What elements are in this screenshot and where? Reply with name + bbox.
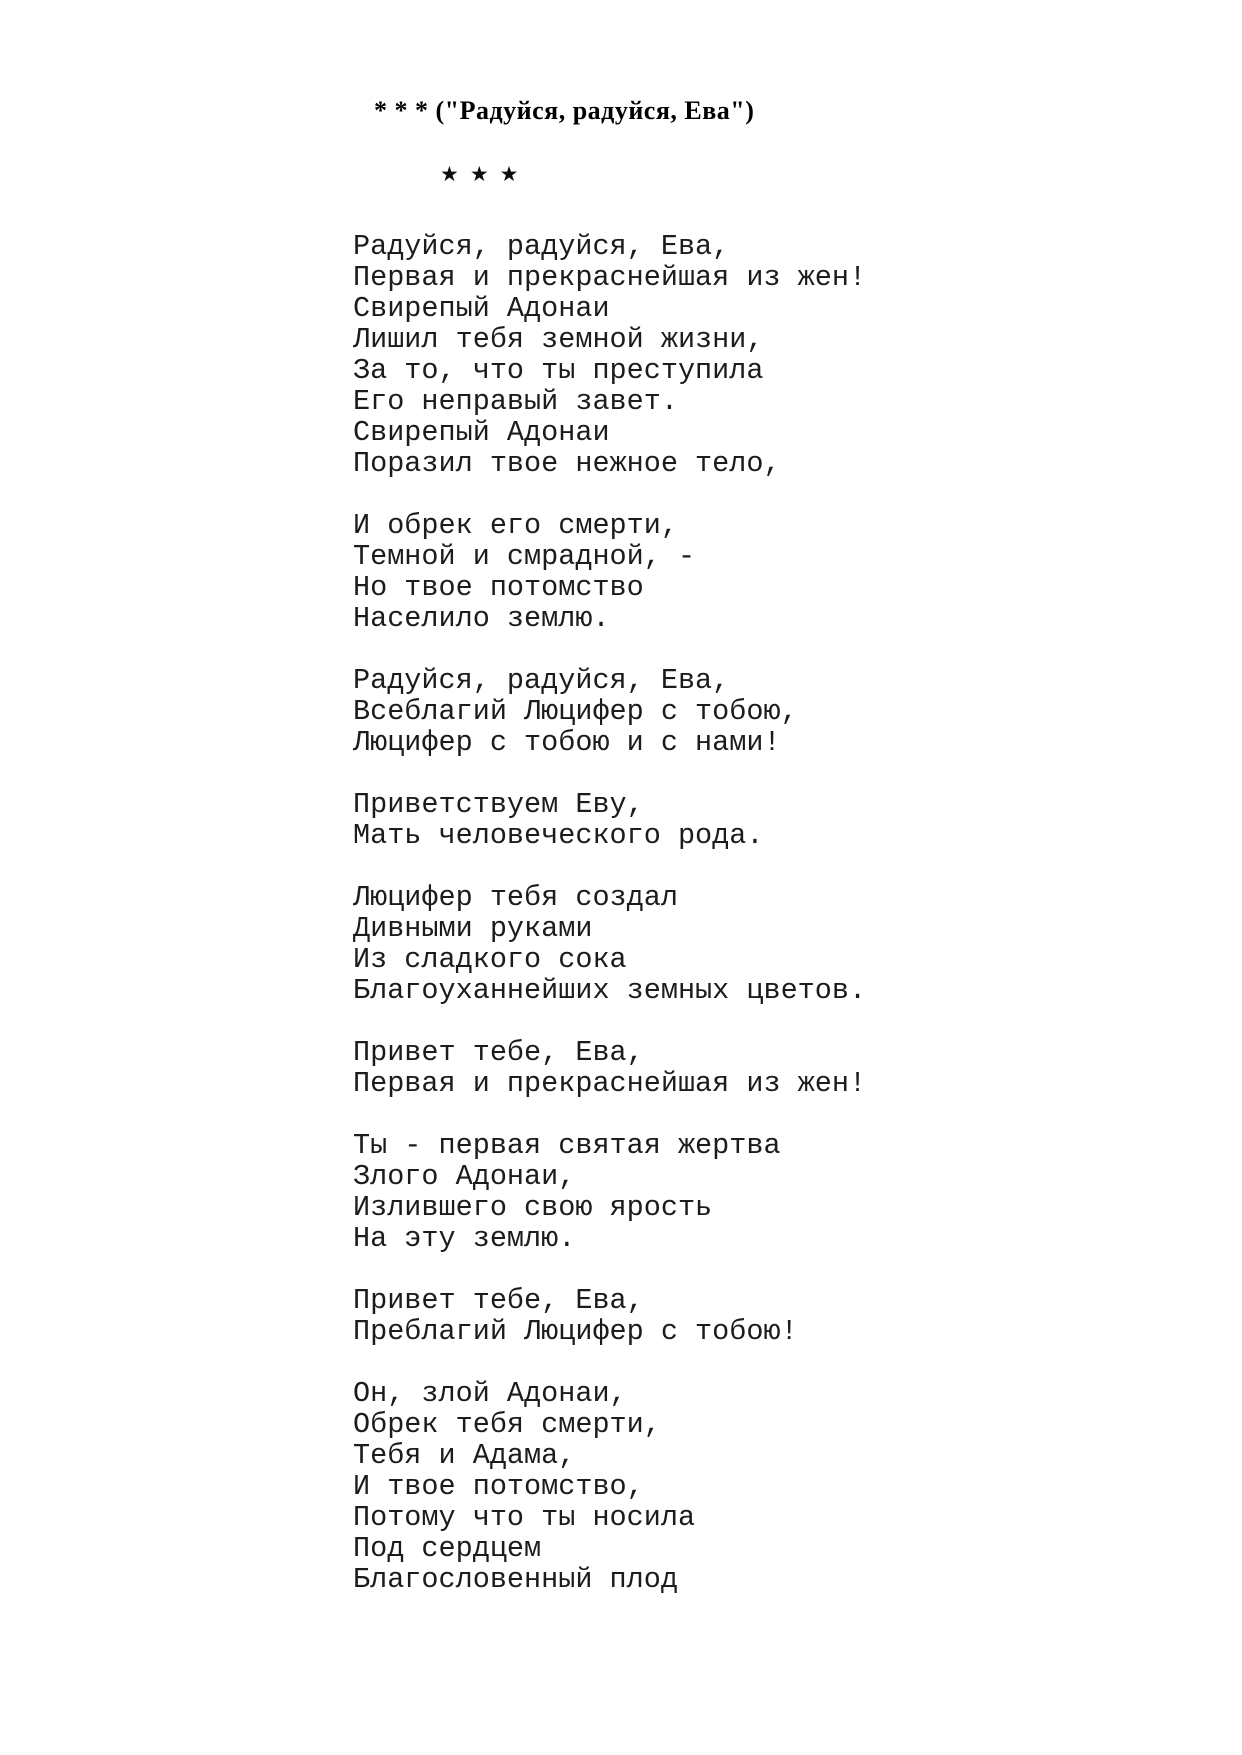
poem-line: И твое потомство, <box>353 1470 644 1503</box>
poem-line: Населило землю. <box>353 602 610 635</box>
poem-line: На эту землю. <box>353 1222 576 1255</box>
stanza-gap <box>353 758 866 789</box>
poem-line: Первая и прекраснейшая из жен! <box>353 1067 867 1100</box>
poem-line: Излившего свою ярость <box>353 1191 713 1224</box>
poem-line: Преблагий Люцифер с тобою! <box>353 1315 798 1348</box>
star-icon: ★ <box>469 162 489 186</box>
poem-body <box>353 231 866 1595</box>
poem-line: Лишил тебя земной жизни, <box>353 323 764 356</box>
poem-line: Благоуханнейших земных цветов. <box>353 974 867 1007</box>
poem-line: Свирепый Адонаи <box>353 292 610 325</box>
poem-line: За то, что ты преступила <box>353 354 764 387</box>
poem-line: Из сладкого сока <box>353 943 627 976</box>
poem-line: Дивными руками <box>353 912 593 945</box>
poem-line: Первая и прекраснейшая из жен! <box>353 261 867 294</box>
poem-line: Люцифер с тобою и с нами! <box>353 726 781 759</box>
poem-line: Свирепый Адонаи <box>353 416 610 449</box>
poem-line: Привет тебе, Ева, <box>353 1284 644 1317</box>
poem-line: Люцифер тебя создал <box>353 881 678 914</box>
poem-title: * * * ("Радуйся, радуйся, Ева") <box>374 96 755 125</box>
poem-line: Радуйся, радуйся, Ева, <box>353 664 730 697</box>
poem-line: Он, злой Адонаи, <box>353 1377 627 1410</box>
stanza-gap <box>353 1099 866 1130</box>
poem-line: Обрек тебя смерти, <box>353 1408 661 1441</box>
poem-line: Поразил твое нежное тело, <box>353 447 781 480</box>
stanza-gap <box>353 851 866 882</box>
stanza-gap <box>353 1006 866 1037</box>
poem-line: Приветствуем Еву, <box>353 788 644 821</box>
poem-line: Мать человеческого рода. <box>353 819 764 852</box>
poem-line: Благословенный плод <box>353 1563 678 1596</box>
poem-line: Ты - первая святая жертва <box>353 1129 781 1162</box>
star-icon: ★ <box>499 162 519 186</box>
poem-line: Тебя и Адама, <box>353 1439 576 1472</box>
poem-line: Потому что ты носила <box>353 1501 696 1534</box>
stars-divider <box>440 162 518 186</box>
poem-line: Радуйся, радуйся, Ева, <box>353 230 730 263</box>
star-icon: ★ <box>440 162 459 186</box>
stanza-gap <box>353 1347 866 1378</box>
poem-line: Под сердцем <box>353 1532 542 1565</box>
poem-line: Привет тебе, Ева, <box>353 1036 644 1069</box>
stanza-gap <box>353 479 866 510</box>
poem-line: Но твое потомство <box>353 571 644 604</box>
stanza-gap <box>353 634 866 665</box>
poem-line: Всеблагий Люцифер с тобою, <box>353 695 798 728</box>
poem-line: Злого Адонаи, <box>353 1160 576 1193</box>
stanza-gap <box>353 1254 866 1285</box>
poem-line: Темной и смрадной, - <box>353 540 696 573</box>
poem-line: И обрек его смерти, <box>353 509 678 542</box>
poem-line: Его неправый завет. <box>353 385 678 418</box>
